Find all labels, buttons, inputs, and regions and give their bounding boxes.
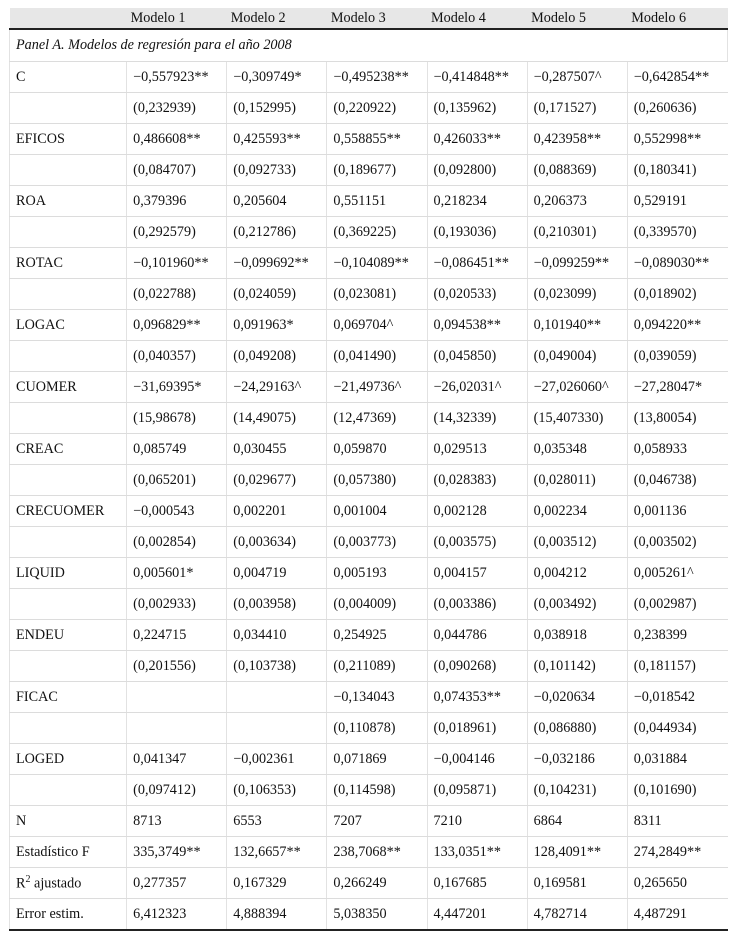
table-cell: (0,003386) bbox=[427, 589, 527, 620]
row-label bbox=[10, 713, 127, 744]
row-label bbox=[10, 651, 127, 682]
table-row bbox=[10, 713, 728, 744]
table-cell: −24,29163^ bbox=[227, 372, 327, 403]
table-row bbox=[10, 465, 728, 496]
table-cell: 0,041347 bbox=[127, 744, 227, 775]
table-cell: (0,220922) bbox=[327, 93, 427, 124]
table-cell: 0,551151 bbox=[327, 186, 427, 217]
table-cell: 0,096829** bbox=[127, 310, 227, 341]
table-cell: 0,529191 bbox=[627, 186, 727, 217]
table-cell: (0,090268) bbox=[427, 651, 527, 682]
table-cell: 0,034410 bbox=[227, 620, 327, 651]
row-label-text: LOGAC bbox=[16, 316, 65, 333]
table-cell: (0,024059) bbox=[227, 279, 327, 310]
row-label bbox=[10, 868, 127, 899]
table-cell: −0,020634 bbox=[527, 682, 627, 713]
table-cell: 0,169581 bbox=[527, 868, 627, 899]
table-row bbox=[10, 372, 728, 403]
table-cell: 0,218234 bbox=[427, 186, 527, 217]
row-label-text: Error estim. bbox=[16, 905, 84, 922]
table-cell: −0,002361 bbox=[227, 744, 327, 775]
table-cell: (0,114598) bbox=[327, 775, 427, 806]
table-cell: 0,002128 bbox=[427, 496, 527, 527]
table-cell: (0,135962) bbox=[427, 93, 527, 124]
table-cell: (0,189677) bbox=[327, 155, 427, 186]
header-cell: Modelo 1 bbox=[127, 8, 227, 29]
table-cell: −26,02031^ bbox=[427, 372, 527, 403]
table-cell: 0,044786 bbox=[427, 620, 527, 651]
table-row bbox=[10, 217, 728, 248]
table-cell bbox=[227, 713, 327, 744]
table-cell: (0,003502) bbox=[627, 527, 727, 558]
row-label-text: CREAC bbox=[16, 440, 64, 457]
table-cell: 0,002234 bbox=[527, 496, 627, 527]
table-row bbox=[10, 310, 728, 341]
table-row bbox=[10, 775, 728, 806]
table-cell: 0,031884 bbox=[627, 744, 727, 775]
table-cell: (0,004009) bbox=[327, 589, 427, 620]
table-cell: (0,084707) bbox=[127, 155, 227, 186]
table-cell: −0,000543 bbox=[127, 496, 227, 527]
row-label-superscript: 2 bbox=[25, 873, 31, 885]
table-cell: 0,094220** bbox=[627, 310, 727, 341]
row-label bbox=[10, 744, 127, 775]
table-cell: 0,486608** bbox=[127, 124, 227, 155]
table-cell: (0,193036) bbox=[427, 217, 527, 248]
table-cell: (14,49075) bbox=[227, 403, 327, 434]
row-label-text: EFICOS bbox=[16, 130, 65, 147]
row-label bbox=[10, 775, 127, 806]
header-cell: Modelo 3 bbox=[327, 8, 427, 29]
table-cell: (13,80054) bbox=[627, 403, 727, 434]
table-row bbox=[10, 496, 728, 527]
header-cell: Modelo 5 bbox=[527, 8, 627, 29]
table-cell: (14,32339) bbox=[427, 403, 527, 434]
row-label bbox=[10, 558, 127, 589]
row-label-text: R bbox=[16, 875, 26, 892]
table-row bbox=[10, 403, 728, 434]
table-row bbox=[10, 93, 728, 124]
table-cell: 0,265650 bbox=[627, 868, 727, 899]
row-label-suffix: ajustado bbox=[30, 875, 82, 892]
table-header-row bbox=[10, 8, 728, 29]
header-cell: Modelo 6 bbox=[627, 8, 727, 29]
table-cell: (0,095871) bbox=[427, 775, 527, 806]
table-cell: 0,058933 bbox=[627, 434, 727, 465]
table-cell: (0,045850) bbox=[427, 341, 527, 372]
row-label bbox=[10, 682, 127, 713]
table-cell: (0,003575) bbox=[427, 527, 527, 558]
table-cell: 132,6657** bbox=[227, 837, 327, 868]
table-cell: (0,028011) bbox=[527, 465, 627, 496]
table-row bbox=[10, 558, 728, 589]
table-cell: 0,029513 bbox=[427, 434, 527, 465]
row-label bbox=[10, 899, 127, 931]
table-cell: (0,097412) bbox=[127, 775, 227, 806]
table-cell: (0,212786) bbox=[227, 217, 327, 248]
table-cell: (0,180341) bbox=[627, 155, 727, 186]
table-cell bbox=[227, 682, 327, 713]
row-label bbox=[10, 806, 127, 837]
row-label bbox=[10, 434, 127, 465]
table-cell: 0,426033** bbox=[427, 124, 527, 155]
table-cell: 0,004157 bbox=[427, 558, 527, 589]
table-cell: 0,071869 bbox=[327, 744, 427, 775]
table-row bbox=[10, 589, 728, 620]
table-cell bbox=[127, 682, 227, 713]
table-cell: (0,092733) bbox=[227, 155, 327, 186]
table-row bbox=[10, 868, 728, 899]
table-cell: (0,201556) bbox=[127, 651, 227, 682]
row-label bbox=[10, 124, 127, 155]
row-label bbox=[10, 496, 127, 527]
table-cell: 8311 bbox=[627, 806, 727, 837]
row-label bbox=[10, 837, 127, 868]
table-cell: 0,004212 bbox=[527, 558, 627, 589]
row-label bbox=[10, 465, 127, 496]
table-cell: (0,181157) bbox=[627, 651, 727, 682]
row-label-text: C bbox=[16, 68, 26, 85]
table-cell: 8713 bbox=[127, 806, 227, 837]
panel-title-row bbox=[10, 29, 728, 62]
table-cell: 0,085749 bbox=[127, 434, 227, 465]
table-cell: (0,210301) bbox=[527, 217, 627, 248]
table-cell: (0,002933) bbox=[127, 589, 227, 620]
table-cell: (0,002987) bbox=[627, 589, 727, 620]
table-row bbox=[10, 651, 728, 682]
row-label bbox=[10, 589, 127, 620]
row-label bbox=[10, 341, 127, 372]
table-cell: 0,101940** bbox=[527, 310, 627, 341]
table-cell: 0,074353** bbox=[427, 682, 527, 713]
table-row bbox=[10, 434, 728, 465]
regression-table-container bbox=[9, 8, 728, 931]
row-label-text: FICAC bbox=[16, 688, 58, 705]
table-cell: (0,106353) bbox=[227, 775, 327, 806]
table-cell: (0,003492) bbox=[527, 589, 627, 620]
table-cell: 0,005193 bbox=[327, 558, 427, 589]
row-label-text: ROTAC bbox=[16, 254, 63, 271]
header-cell: Modelo 4 bbox=[427, 8, 527, 29]
table-cell: (0,171527) bbox=[527, 93, 627, 124]
table-cell: (0,103738) bbox=[227, 651, 327, 682]
table-cell: 0,238399 bbox=[627, 620, 727, 651]
table-cell: 7207 bbox=[327, 806, 427, 837]
table-cell: 0,001004 bbox=[327, 496, 427, 527]
regression-table bbox=[9, 8, 728, 931]
table-cell: (0,101690) bbox=[627, 775, 727, 806]
table-cell: −0,414848** bbox=[427, 62, 527, 93]
table-cell: (0,369225) bbox=[327, 217, 427, 248]
table-cell: (0,003634) bbox=[227, 527, 327, 558]
table-row bbox=[10, 744, 728, 775]
table-cell: 6553 bbox=[227, 806, 327, 837]
row-label bbox=[10, 155, 127, 186]
table-cell: 0,423958** bbox=[527, 124, 627, 155]
table-cell: 0,004719 bbox=[227, 558, 327, 589]
table-cell: (0,003773) bbox=[327, 527, 427, 558]
table-row bbox=[10, 62, 728, 93]
table-cell: −0,642854** bbox=[627, 62, 727, 93]
table-cell: (0,020533) bbox=[427, 279, 527, 310]
table-cell: −21,49736^ bbox=[327, 372, 427, 403]
row-label-text: CRECUOMER bbox=[16, 502, 105, 519]
table-cell: (0,003512) bbox=[527, 527, 627, 558]
table-cell: 0,059870 bbox=[327, 434, 427, 465]
table-cell: 0,030455 bbox=[227, 434, 327, 465]
table-cell: (0,040357) bbox=[127, 341, 227, 372]
table-cell: (0,152995) bbox=[227, 93, 327, 124]
table-row bbox=[10, 682, 728, 713]
table-cell: (0,086880) bbox=[527, 713, 627, 744]
table-row bbox=[10, 248, 728, 279]
table-cell: −0,032186 bbox=[527, 744, 627, 775]
table-cell: −0,018542 bbox=[627, 682, 727, 713]
table-cell: 6864 bbox=[527, 806, 627, 837]
table-cell: −0,134043 bbox=[327, 682, 427, 713]
table-row bbox=[10, 155, 728, 186]
table-cell: (0,046738) bbox=[627, 465, 727, 496]
table-cell: 0,552998** bbox=[627, 124, 727, 155]
table-cell: 0,277357 bbox=[127, 868, 227, 899]
panel-title: Panel A. Modelos de regresión para el año 2008 bbox=[10, 29, 728, 62]
row-label bbox=[10, 248, 127, 279]
table-cell: 4,487291 bbox=[627, 899, 727, 931]
table-cell: 335,3749** bbox=[127, 837, 227, 868]
table-row bbox=[10, 186, 728, 217]
table-cell: −0,101960** bbox=[127, 248, 227, 279]
table-cell: (0,039059) bbox=[627, 341, 727, 372]
table-cell: −27,026060^ bbox=[527, 372, 627, 403]
table-cell: 0,005261^ bbox=[627, 558, 727, 589]
row-label-text: Estadístico F bbox=[16, 843, 90, 860]
table-cell: 0,224715 bbox=[127, 620, 227, 651]
table-row bbox=[10, 279, 728, 310]
table-cell: −0,004146 bbox=[427, 744, 527, 775]
table-cell: 4,447201 bbox=[427, 899, 527, 931]
table-cell: −0,099692** bbox=[227, 248, 327, 279]
row-label bbox=[10, 403, 127, 434]
table-cell: (0,018902) bbox=[627, 279, 727, 310]
table-cell: (0,028383) bbox=[427, 465, 527, 496]
table-cell: (15,98678) bbox=[127, 403, 227, 434]
table-cell: 0,035348 bbox=[527, 434, 627, 465]
table-cell: −31,69395* bbox=[127, 372, 227, 403]
table-cell: 6,412323 bbox=[127, 899, 227, 931]
row-label bbox=[10, 372, 127, 403]
table-cell: (0,041490) bbox=[327, 341, 427, 372]
table-cell: 4,782714 bbox=[527, 899, 627, 931]
table-cell: 0,266249 bbox=[327, 868, 427, 899]
row-label bbox=[10, 62, 127, 93]
table-cell: (0,044934) bbox=[627, 713, 727, 744]
table-cell: −0,099259** bbox=[527, 248, 627, 279]
header-cell bbox=[10, 8, 127, 29]
table-cell: 0,379396 bbox=[127, 186, 227, 217]
table-cell: 0,038918 bbox=[527, 620, 627, 651]
table-cell: (0,101142) bbox=[527, 651, 627, 682]
table-row bbox=[10, 620, 728, 651]
table-cell: 0,558855** bbox=[327, 124, 427, 155]
table-cell: (0,049004) bbox=[527, 341, 627, 372]
row-label bbox=[10, 279, 127, 310]
table-cell: 238,7068** bbox=[327, 837, 427, 868]
table-cell: 133,0351** bbox=[427, 837, 527, 868]
row-label-text: LIQUID bbox=[16, 564, 65, 581]
table-cell: 0,167329 bbox=[227, 868, 327, 899]
row-label-text: N bbox=[16, 812, 27, 829]
table-cell: 0,425593** bbox=[227, 124, 327, 155]
table-cell: (0,023081) bbox=[327, 279, 427, 310]
table-row bbox=[10, 124, 728, 155]
table-cell: −0,104089** bbox=[327, 248, 427, 279]
table-cell: (0,029677) bbox=[227, 465, 327, 496]
row-label bbox=[10, 217, 127, 248]
table-cell: (15,407330) bbox=[527, 403, 627, 434]
table-cell: (0,018961) bbox=[427, 713, 527, 744]
table-cell: (0,232939) bbox=[127, 93, 227, 124]
table-cell: 4,888394 bbox=[227, 899, 327, 931]
table-cell: (12,47369) bbox=[327, 403, 427, 434]
table-cell: 0,002201 bbox=[227, 496, 327, 527]
row-label-text: LOGED bbox=[16, 750, 65, 767]
table-cell: 0,254925 bbox=[327, 620, 427, 651]
table-cell: (0,339570) bbox=[627, 217, 727, 248]
table-cell: −0,557923** bbox=[127, 62, 227, 93]
table-row bbox=[10, 899, 728, 931]
row-label bbox=[10, 527, 127, 558]
table-cell: (0,003958) bbox=[227, 589, 327, 620]
table-cell: 0,094538** bbox=[427, 310, 527, 341]
table-cell: 128,4091** bbox=[527, 837, 627, 868]
table-row bbox=[10, 527, 728, 558]
table-cell: (0,292579) bbox=[127, 217, 227, 248]
table-cell: 7210 bbox=[427, 806, 527, 837]
row-label bbox=[10, 186, 127, 217]
header-cell: Modelo 2 bbox=[227, 8, 327, 29]
table-cell: −0,086451** bbox=[427, 248, 527, 279]
table-cell: (0,260636) bbox=[627, 93, 727, 124]
row-label-text: ROA bbox=[16, 192, 46, 209]
table-cell: 0,001136 bbox=[627, 496, 727, 527]
table-cell: 0,069704^ bbox=[327, 310, 427, 341]
table-cell: (0,211089) bbox=[327, 651, 427, 682]
table-cell: (0,022788) bbox=[127, 279, 227, 310]
table-cell: −0,309749* bbox=[227, 62, 327, 93]
table-cell: (0,092800) bbox=[427, 155, 527, 186]
table-cell: (0,110878) bbox=[327, 713, 427, 744]
row-label-text: CUOMER bbox=[16, 378, 77, 395]
table-cell: (0,065201) bbox=[127, 465, 227, 496]
table-row bbox=[10, 341, 728, 372]
row-label bbox=[10, 620, 127, 651]
table-cell: 0,205604 bbox=[227, 186, 327, 217]
table-cell: −0,089030** bbox=[627, 248, 727, 279]
table-cell: 0,091963* bbox=[227, 310, 327, 341]
table-cell: −0,287507^ bbox=[527, 62, 627, 93]
table-cell: 274,2849** bbox=[627, 837, 727, 868]
row-label bbox=[10, 310, 127, 341]
table-cell: −0,495238** bbox=[327, 62, 427, 93]
table-cell: 0,005601* bbox=[127, 558, 227, 589]
table-cell: (0,049208) bbox=[227, 341, 327, 372]
table-cell: 0,206373 bbox=[527, 186, 627, 217]
table-cell: (0,104231) bbox=[527, 775, 627, 806]
table-row bbox=[10, 837, 728, 868]
row-label bbox=[10, 93, 127, 124]
table-cell: (0,057380) bbox=[327, 465, 427, 496]
table-cell bbox=[127, 713, 227, 744]
table-cell: (0,088369) bbox=[527, 155, 627, 186]
table-row bbox=[10, 806, 728, 837]
table-body bbox=[10, 29, 728, 930]
row-label-text: ENDEU bbox=[16, 626, 65, 643]
table-cell: −27,28047* bbox=[627, 372, 727, 403]
table-cell: (0,023099) bbox=[527, 279, 627, 310]
table-cell: (0,002854) bbox=[127, 527, 227, 558]
table-cell: 5,038350 bbox=[327, 899, 427, 931]
table-cell: 0,167685 bbox=[427, 868, 527, 899]
